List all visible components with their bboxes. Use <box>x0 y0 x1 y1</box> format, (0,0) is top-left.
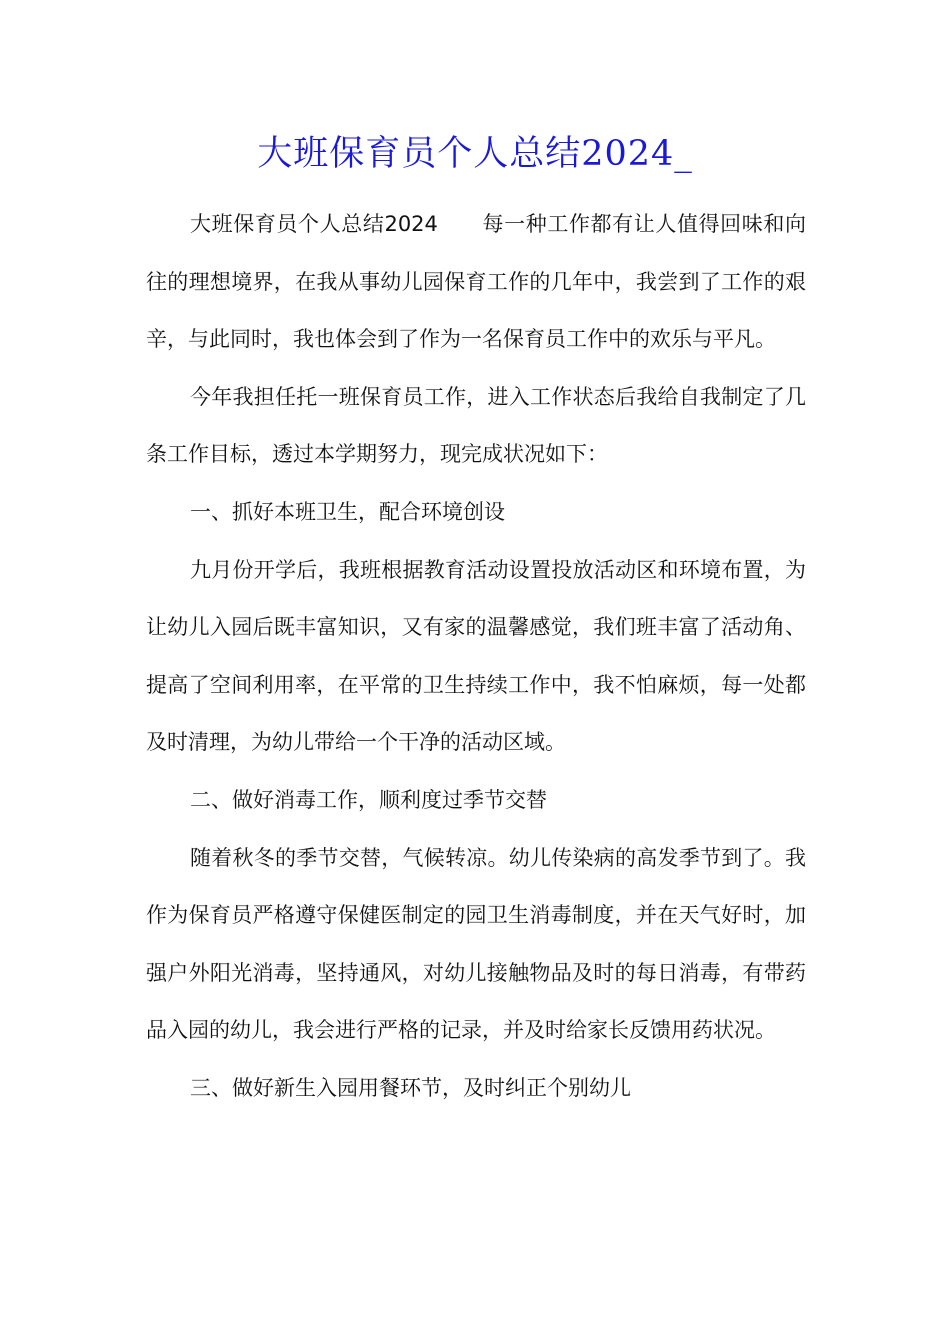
document-body <box>146 196 806 1118</box>
section-heading: 一、抓好本班卫生，配合环境创设 <box>190 499 505 524</box>
intro-paragraph <box>146 196 806 369</box>
intro-title: 大班保育员个人总结2024 <box>190 212 438 236</box>
intro-text: 每一种工作都有让人值得回味和向往的理想境界，在我从事幼儿园保育工作的几年中，我尝到了工作的艰辛，与此同时，我也体会到了作为一名保育员工作中的欢乐与平凡。 <box>146 212 806 352</box>
paragraph: 随着秋冬的季节交替，气候转凉。幼儿传染病的高发季节到了。我作为保育员严格遵守保健医制定的园卫生消毒制度，并在天气好时，加强户外阳光消毒，坚持通风，对幼儿接触物品及时的每日消毒，有带药品入园的幼儿，我会进行严格的记录，并及时给家长反馈用药状况。 <box>146 845 806 1043</box>
paragraph: 今年我担任托一班保育员工作，进入工作状态后我给自我制定了几条工作目标，透过本学期努力，现完成状况如下： <box>146 384 806 467</box>
paragraph: 九月份开学后，我班根据教育活动设置投放活动区和环境布置，为让幼儿入园后既丰富知识，又有家的温馨感觉，我们班丰富了活动角、提高了空间利用率，在平常的卫生持续工作中，我不怕麻烦，每一处都及时清理，为幼儿带给一个干净的活动区域。 <box>146 557 806 755</box>
document-title: 大班保育员个人总结2024_ <box>257 134 693 174</box>
section-heading: 二、做好消毒工作，顺利度过季节交替 <box>190 787 547 812</box>
section-heading: 三、做好新生入园用餐环节，及时纠正个别幼儿 <box>190 1075 631 1100</box>
